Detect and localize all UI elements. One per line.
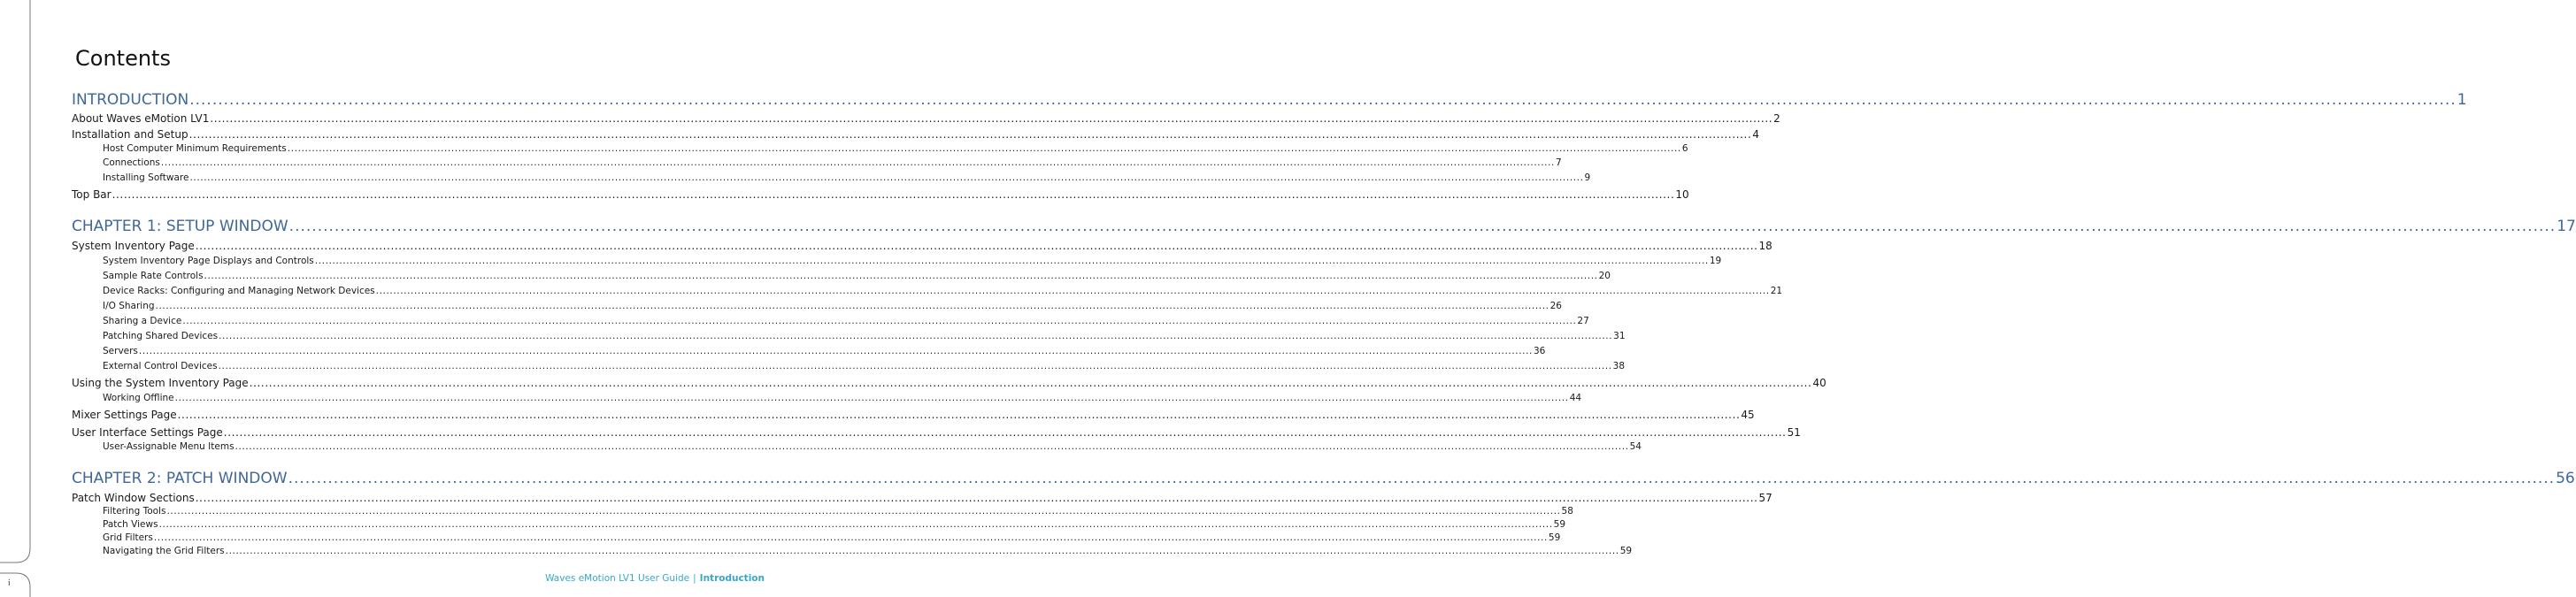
toc-entry-title: Patching Shared Devices: [103, 331, 219, 341]
toc-subsection-entry[interactable]: [103, 506, 1573, 517]
toc-entry-page: 59: [1553, 519, 1566, 530]
toc-entry-page: 10: [1675, 188, 1689, 201]
toc-dot-leader: ................................................................................................................................................................................................................................................................................................................................................................................................................: [189, 91, 2457, 109]
toc-entry-page: 7: [1555, 157, 1562, 168]
toc-entry-title: Grid Filters: [103, 532, 153, 543]
toc-entry-title: CHAPTER 1: SETUP WINDOW: [72, 218, 288, 235]
toc-entry-title: Servers: [103, 346, 138, 356]
toc-dot-leader: ................................................................................................................................................................................................................................................................................................................................................................................................................: [166, 506, 1561, 517]
toc-dot-leader: ................................................................................................................................................................................................................................................................................................................................................................................................................: [195, 492, 1758, 504]
toc-section-entry[interactable]: [72, 377, 1826, 389]
toc-dot-leader: ................................................................................................................................................................................................................................................................................................................................................................................................................: [225, 546, 1619, 556]
toc-entry-page: 1: [2457, 91, 2467, 109]
toc-section-entry[interactable]: [72, 188, 1689, 201]
toc-dot-leader: ................................................................................................................................................................................................................................................................................................................................................................................................................: [235, 441, 1629, 452]
toc-subsection-entry[interactable]: [103, 143, 1688, 154]
toc-subsection-entry[interactable]: [103, 301, 1562, 311]
toc-dot-leader: ................................................................................................................................................................................................................................................................................................................................................................................................................: [153, 532, 1548, 543]
toc-entry-page: 59: [1548, 532, 1561, 543]
toc-entry-page: 9: [1584, 172, 1591, 183]
toc-entry-title: Patch Views: [103, 519, 158, 530]
toc-entry-page: 6: [1681, 143, 1688, 154]
toc-dot-leader: ................................................................................................................................................................................................................................................................................................................................................................................................................: [174, 393, 1569, 403]
toc-entry-page: 26: [1549, 301, 1562, 311]
toc-dot-leader: ................................................................................................................................................................................................................................................................................................................................................................................................................: [218, 361, 1612, 371]
toc-entry-page: 45: [1741, 409, 1755, 421]
toc-entry-title: CHAPTER 2: PATCH WINDOW: [72, 470, 288, 487]
toc-entry-title: Top Bar: [72, 188, 111, 201]
toc-entry-title: Sharing a Device: [103, 316, 182, 326]
toc-dot-leader: ................................................................................................................................................................................................................................................................................................................................................................................................................: [138, 346, 1533, 356]
toc-entry-page: 38: [1612, 361, 1626, 371]
toc-entry-page: 17: [2557, 218, 2576, 235]
toc-entry-title: Navigating the Grid Filters: [103, 546, 225, 556]
toc-subsection-entry[interactable]: [103, 157, 1562, 168]
toc-subsection-entry[interactable]: [103, 519, 1566, 530]
toc-dot-leader: ................................................................................................................................................................................................................................................................................................................................................................................................................: [111, 188, 1675, 201]
toc-entry-page: 27: [1577, 316, 1589, 326]
toc-entry-title: System Inventory Page Displays and Controls: [103, 256, 314, 266]
page-footer: [545, 573, 765, 584]
toc-chapter-entry[interactable]: [72, 218, 2576, 235]
toc-subsection-entry[interactable]: [103, 532, 1561, 543]
toc-dot-leader: ................................................................................................................................................................................................................................................................................................................................................................................................................: [155, 301, 1549, 311]
toc-dot-leader: ................................................................................................................................................................................................................................................................................................................................................................................................................: [375, 286, 1770, 296]
toc-entry-page: 36: [1533, 346, 1546, 356]
toc-dot-leader: ................................................................................................................................................................................................................................................................................................................................................................................................................: [182, 316, 1577, 326]
toc-entry-title: Sample Rate Controls: [103, 271, 204, 281]
toc-section-entry[interactable]: [72, 128, 1760, 141]
toc-dot-leader: ................................................................................................................................................................................................................................................................................................................................................................................................................: [158, 519, 1553, 530]
toc-subsection-entry[interactable]: [103, 256, 1722, 266]
toc-dot-leader: ................................................................................................................................................................................................................................................................................................................................................................................................................: [249, 377, 1812, 389]
toc-subsection-entry[interactable]: [103, 286, 1783, 296]
toc-entry-page: 44: [1569, 393, 1582, 403]
toc-entry-page: 59: [1619, 546, 1633, 556]
toc-entry-title: System Inventory Page: [72, 240, 195, 252]
toc-entry-page: 54: [1629, 441, 1642, 452]
toc-entry-title: Installing Software: [103, 172, 189, 183]
toc-dot-leader: ................................................................................................................................................................................................................................................................................................................................................................................................................: [219, 331, 1613, 341]
toc-entry-title: Installation and Setup: [72, 128, 188, 141]
footer-separator: |: [693, 573, 696, 584]
toc-subsection-entry[interactable]: [103, 441, 1642, 452]
page-margin-rule: [0, 0, 35, 597]
toc-dot-leader: ................................................................................................................................................................................................................................................................................................................................................................................................................: [288, 470, 2556, 487]
toc-entry-title: Patch Window Sections: [72, 492, 195, 504]
toc-entry-title: About Waves eMotion LV1: [72, 112, 210, 125]
toc-entry-title: User-Assignable Menu Items: [103, 441, 235, 452]
toc-entry-title: I/O Sharing: [103, 301, 155, 311]
toc-subsection-entry[interactable]: [103, 361, 1626, 371]
toc-entry-title: Host Computer Minimum Requirements: [103, 143, 287, 154]
footer-section: Introduction: [699, 573, 765, 584]
toc-entry-title: External Control Devices: [103, 361, 218, 371]
toc-entry-page: 58: [1561, 506, 1573, 517]
toc-entry-title: INTRODUCTION: [72, 91, 189, 109]
toc-subsection-entry[interactable]: [103, 271, 1611, 281]
toc-chapter-entry[interactable]: [72, 470, 2575, 487]
toc-subsection-entry[interactable]: [103, 546, 1633, 556]
toc-dot-leader: ................................................................................................................................................................................................................................................................................................................................................................................................................: [189, 172, 1584, 183]
toc-section-entry[interactable]: [72, 112, 1780, 125]
toc-dot-leader: ................................................................................................................................................................................................................................................................................................................................................................................................................: [204, 271, 1598, 281]
toc-entry-page: 20: [1598, 271, 1611, 281]
toc-entry-title: Mixer Settings Page: [72, 409, 177, 421]
toc-dot-leader: ................................................................................................................................................................................................................................................................................................................................................................................................................: [210, 112, 1773, 125]
toc-entry-title: Device Racks: Configuring and Managing Network Devices: [103, 286, 375, 296]
toc-entry-page: 31: [1613, 331, 1626, 341]
toc-dot-leader: ................................................................................................................................................................................................................................................................................................................................................................................................................: [223, 426, 1787, 439]
toc-dot-leader: ................................................................................................................................................................................................................................................................................................................................................................................................................: [177, 409, 1741, 421]
toc-subsection-entry[interactable]: [103, 316, 1589, 326]
toc-section-entry[interactable]: [72, 492, 1772, 504]
toc-entry-page: 21: [1770, 286, 1783, 296]
page-number: i: [8, 579, 11, 588]
toc-entry-page: 40: [1812, 377, 1826, 389]
toc-entry-page: 19: [1709, 256, 1722, 266]
toc-section-entry[interactable]: [72, 240, 1772, 252]
toc-entry-title: User Interface Settings Page: [72, 426, 223, 439]
toc-entry-page: 2: [1773, 112, 1780, 125]
toc-entry-title: Using the System Inventory Page: [72, 377, 249, 389]
page-title: Contents: [75, 46, 171, 71]
toc-chapter-entry[interactable]: [72, 91, 2467, 109]
footer-guide-title: Waves eMotion LV1 User Guide: [545, 573, 690, 584]
toc-dot-leader: ................................................................................................................................................................................................................................................................................................................................................................................................................: [188, 128, 1752, 141]
toc-entry-page: 51: [1787, 426, 1801, 439]
toc-subsection-entry[interactable]: [103, 393, 1582, 403]
toc-dot-leader: ................................................................................................................................................................................................................................................................................................................................................................................................................: [288, 218, 2557, 235]
toc-dot-leader: ................................................................................................................................................................................................................................................................................................................................................................................................................: [195, 240, 1758, 252]
toc-subsection-entry[interactable]: [103, 331, 1626, 341]
toc-subsection-entry[interactable]: [103, 172, 1591, 183]
toc-entry-page: 57: [1758, 492, 1772, 504]
toc-section-entry[interactable]: [72, 409, 1755, 421]
toc-dot-leader: ................................................................................................................................................................................................................................................................................................................................................................................................................: [314, 256, 1709, 266]
toc-entry-page: 18: [1758, 240, 1772, 252]
toc-entry-page: 56: [2556, 470, 2575, 487]
toc-subsection-entry[interactable]: [103, 346, 1546, 356]
toc-entry-page: 4: [1752, 128, 1760, 141]
toc-section-entry[interactable]: [72, 426, 1801, 439]
table-of-contents: [72, 0, 2576, 597]
toc-entry-title: Working Offline: [103, 393, 174, 403]
toc-entry-title: Filtering Tools: [103, 506, 166, 517]
toc-entry-title: Connections: [103, 157, 160, 168]
toc-dot-leader: ................................................................................................................................................................................................................................................................................................................................................................................................................: [287, 143, 1681, 154]
toc-dot-leader: ................................................................................................................................................................................................................................................................................................................................................................................................................: [160, 157, 1555, 168]
